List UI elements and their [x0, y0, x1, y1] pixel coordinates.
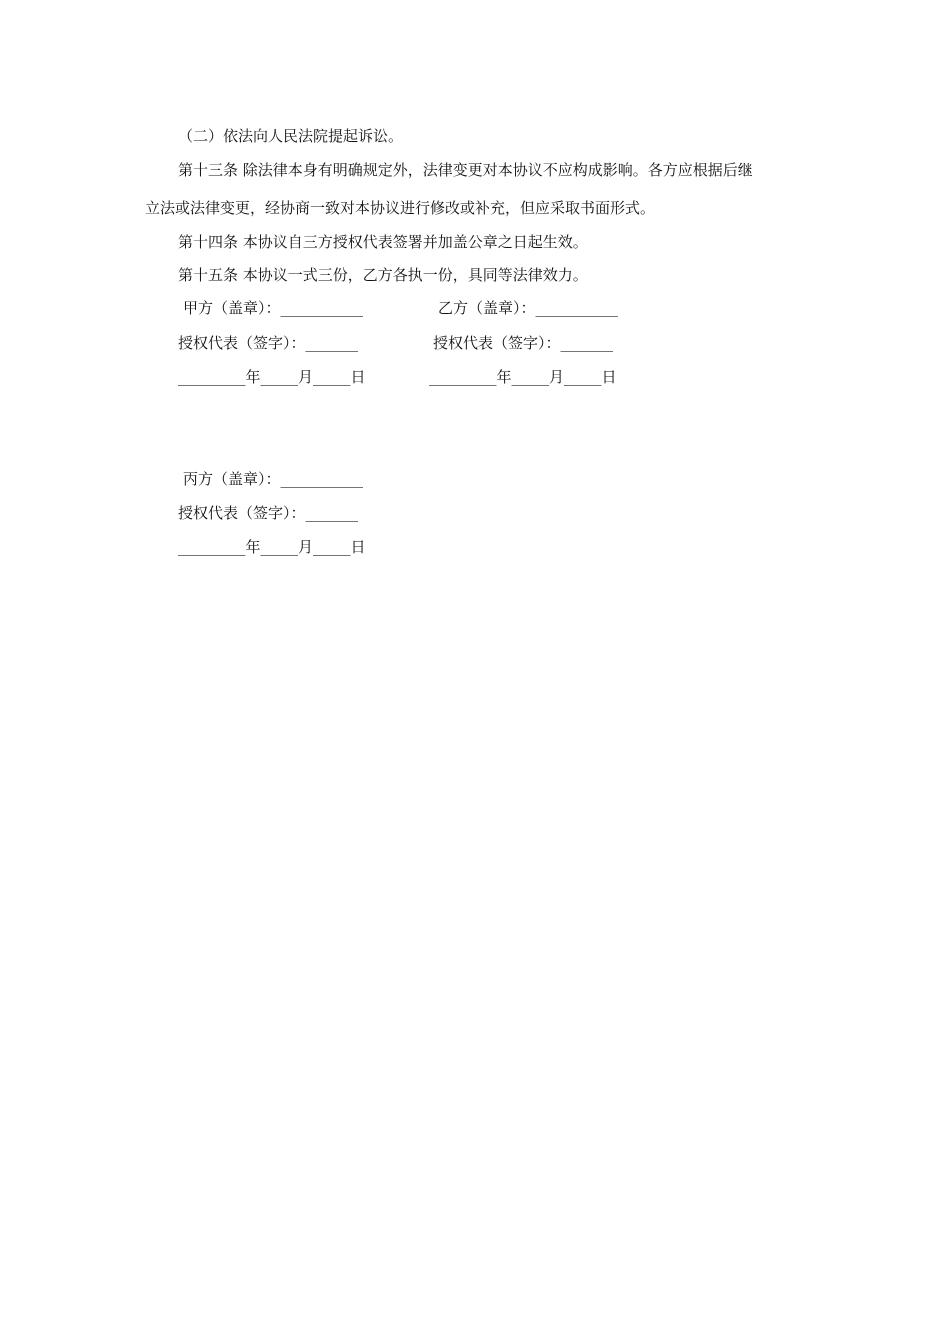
party-c-seal: 丙方（盖章）：___________: [183, 470, 364, 488]
party-b-seal: 乙方（盖章）：___________: [438, 299, 619, 317]
party-b-representative: 授权代表（签字）：_______: [433, 334, 614, 352]
party-a-seal: 甲方（盖章）：___________: [183, 299, 364, 317]
article-13-line-1: 第十三条 除法律本身有明确规定外，法律变更对本协议不应构成影响。各方应根据后继: [178, 161, 753, 179]
article-13-line-2: 立法或法律变更，经协商一致对本协议进行修改或补充，但应采取书面形式。: [145, 199, 656, 217]
signature-row-date: [0, 367, 950, 387]
clause-item-2: （二）依法向人民法院提起诉讼。: [178, 127, 404, 145]
party-a-date: _________年_____月_____日: [178, 368, 366, 386]
party-c-representative: 授权代表（签字）：_______: [178, 504, 359, 522]
party-c-date: _________年_____月_____日: [178, 538, 366, 556]
article-14: 第十四条 本协议自三方授权代表签署并加盖公章之日起生效。: [178, 233, 588, 251]
signature-row-seal: [0, 298, 950, 318]
party-b-date: _________年_____月_____日: [429, 368, 617, 386]
party-a-representative: 授权代表（签字）：_______: [178, 334, 359, 352]
signature-row-representative: [0, 333, 950, 353]
article-15: 第十五条 本协议一式三份，乙方各执一份，具同等法律效力。: [178, 266, 588, 284]
